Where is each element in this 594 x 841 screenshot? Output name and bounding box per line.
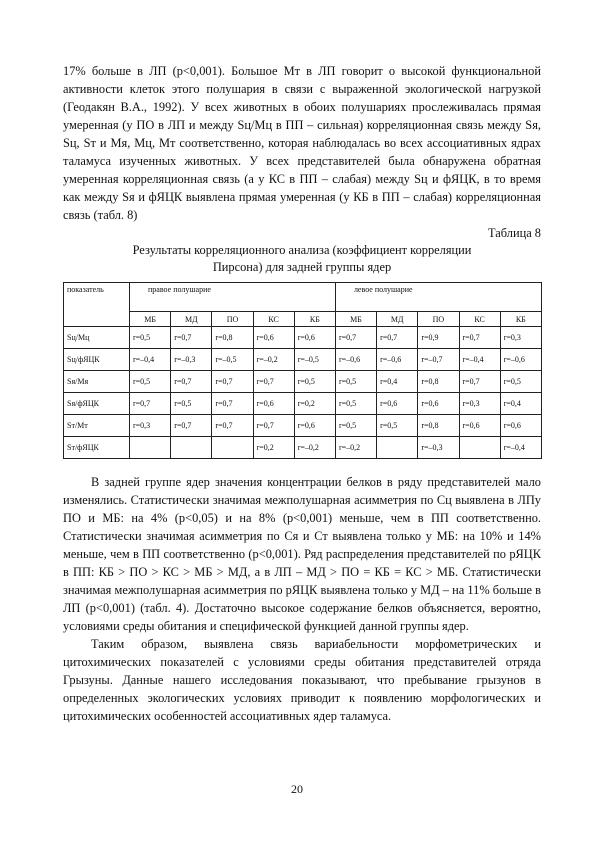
row-label: Sц/Мц (64, 327, 130, 349)
paragraph-intro: 17% больше в ЛП (р<0,001). Большое Мт в ЛП говорит о высокой функциональной активности клеток этого полушария в связи с выраженной экологической нагрузкой (Геодакян В.А., 1992). У всех животных в обоих полушариях прослеживалась прямая умеренная (у ПО в ЛП и между Sц/Мц в ПП – сильная) корреляционная связь между Sя, Sц, Sт и Мя, Мц, Мт соответственно, которая наблюдалась во всех ассоциативных ядрах таламуса изученных животных. У всех представителей была обнаружена обратная умеренная корреляционная связь (а у КС в ПП – слабая) между Sц и фЯЦК, в то время как между Sя и фЯЦК выявлена прямая умеренная (у КБ в ПП – слабая) корреляционная связь (табл. 8) (63, 64, 541, 222)
species-header: КС (253, 312, 294, 327)
correlation-cell (130, 437, 171, 459)
correlation-cell: r=–0,5 (212, 349, 253, 371)
correlation-cell: r=0,7 (171, 371, 212, 393)
correlation-cell: r=–0,2 (253, 349, 294, 371)
paragraph-conclusion: Таким образом, выявлена связь вариабельности морфометрических и цитохимических показателей с условиями среды обитания представителей отряда Грызуны. Данные нашего исследования показывают, что пребывание грызунов в определенных экологических условиях приводит к появлению морфологических и цитохимических особенностей ассоциативных ядер таламуса. (63, 637, 541, 723)
correlation-cell: r=0,5 (130, 371, 171, 393)
correlation-cell: r=0,7 (212, 371, 253, 393)
correlation-cell: r=0,5 (294, 371, 335, 393)
paragraph-posterior-group: В задней группе ядер значения концентрации белков в ряду представителей мало изменялись. Статистически значимая межполушарная асимметрия по Сц выявлена в ЛПу ПО и МБ: на 4% (р<0,05) и на 8% (р<0,001) меньше, чем в ПП соответственно. Статистически значимая асимметрия по Ся и Ст выявлена только у МБ: на 10% и 14% меньше, чем в ПП соответственно (р<0,001). Ряд распределения представителей по рЯЦК в ПП: КБ > ПО > КС > МБ > МД, а в ЛП – МД > ПО = КБ = КС > МБ. Статистически значимая межполушарная асимметрия по рЯЦК выявлена только у МД – на 11% больше в ЛП (р<0,001) (табл. 4). Достаточно высокое содержание белков объясняется, вероятно, условиями среды обитания и специфической функцией данной группы ядер. (63, 475, 541, 633)
correlation-cell: r=0,5 (130, 327, 171, 349)
table-caption (63, 242, 541, 276)
correlation-table (63, 282, 542, 459)
correlation-cell: r=–0,3 (171, 349, 212, 371)
correlation-cell: r=–0,7 (418, 349, 459, 371)
correlation-cell: r=–0,2 (335, 437, 376, 459)
correlation-cell (171, 437, 212, 459)
species-header: МД (171, 312, 212, 327)
correlation-cell: r=0,3 (500, 327, 541, 349)
table-row (64, 371, 542, 393)
correlation-cell: r=–0,6 (335, 349, 376, 371)
correlation-cell: r=0,4 (377, 371, 418, 393)
correlation-cell: r=–0,4 (500, 437, 541, 459)
header-right-hemisphere: правое полушарие (130, 283, 336, 312)
correlation-cell: r=0,7 (335, 327, 376, 349)
correlation-cell: r=0,5 (377, 415, 418, 437)
correlation-cell: r=0,2 (253, 437, 294, 459)
correlation-cell: r=0,5 (335, 415, 376, 437)
correlation-cell: r=0,7 (130, 393, 171, 415)
species-header: ПО (212, 312, 253, 327)
table-row (64, 437, 542, 459)
species-header: МД (377, 312, 418, 327)
correlation-cell: r=0,6 (418, 393, 459, 415)
correlation-cell: r=0,7 (212, 393, 253, 415)
correlation-cell: r=–0,6 (377, 349, 418, 371)
correlation-cell: r=0,7 (253, 415, 294, 437)
header-left-hemisphere: левое полушарие (335, 283, 541, 312)
table-species-row (64, 312, 542, 327)
row-label: Sц/фЯЦК (64, 349, 130, 371)
correlation-cell (459, 437, 500, 459)
table-row (64, 327, 542, 349)
correlation-cell: r=0,6 (459, 415, 500, 437)
correlation-cell: r=0,6 (500, 415, 541, 437)
correlation-cell: r=0,7 (171, 327, 212, 349)
species-header: ПО (418, 312, 459, 327)
correlation-cell: r=0,3 (130, 415, 171, 437)
correlation-cell: r=0,6 (377, 393, 418, 415)
correlation-cell (212, 437, 253, 459)
table-caption-line2: Пирсона) для задней группы ядер (212, 260, 392, 274)
correlation-cell: r=0,5 (335, 393, 376, 415)
correlation-cell: r=0,7 (212, 415, 253, 437)
table-header-row (64, 283, 542, 312)
correlation-cell: r=0,7 (171, 415, 212, 437)
correlation-cell: r=0,7 (377, 327, 418, 349)
row-label: Sя/Мя (64, 371, 130, 393)
correlation-cell: r=0,8 (418, 371, 459, 393)
species-header: КС (459, 312, 500, 327)
correlation-cell: r=–0,2 (294, 437, 335, 459)
correlation-cell: r=0,5 (171, 393, 212, 415)
table-row (64, 415, 542, 437)
table-row (64, 393, 542, 415)
table-row (64, 349, 542, 371)
correlation-cell: r=0,6 (294, 327, 335, 349)
correlation-cell: r=0,6 (253, 327, 294, 349)
correlation-cell: r=0,6 (253, 393, 294, 415)
correlation-cell: r=0,4 (500, 393, 541, 415)
correlation-cell: r=–0,6 (500, 349, 541, 371)
correlation-cell: r=0,8 (418, 415, 459, 437)
correlation-cell: r=0,7 (459, 371, 500, 393)
row-label: Sт/фЯЦК (64, 437, 130, 459)
correlation-cell: r=–0,4 (130, 349, 171, 371)
page-number: 20 (291, 782, 303, 796)
correlation-cell (377, 437, 418, 459)
correlation-cell: r=–0,4 (459, 349, 500, 371)
table-number: Таблица 8 (488, 226, 541, 240)
correlation-cell: r=0,3 (459, 393, 500, 415)
species-header: КБ (500, 312, 541, 327)
correlation-cell: r=0,6 (294, 415, 335, 437)
row-label: Sт/Мт (64, 415, 130, 437)
correlation-cell: r=0,2 (294, 393, 335, 415)
page-content (63, 62, 541, 725)
row-label: Sя/фЯЦК (64, 393, 130, 415)
correlation-cell: r=0,5 (500, 371, 541, 393)
species-header: КБ (294, 312, 335, 327)
header-indicator: показатель (64, 283, 130, 327)
correlation-cell: r=0,9 (418, 327, 459, 349)
correlation-cell: r=–0,3 (418, 437, 459, 459)
correlation-cell: r=0,7 (459, 327, 500, 349)
table-caption-line1: Результаты корреляционного анализа (коэффициент корреляции (132, 243, 472, 257)
correlation-cell: r=–0,5 (294, 349, 335, 371)
species-header: МБ (130, 312, 171, 327)
correlation-cell: r=0,5 (335, 371, 376, 393)
correlation-cell: r=0,8 (212, 327, 253, 349)
correlation-cell: r=0,7 (253, 371, 294, 393)
species-header: МБ (335, 312, 376, 327)
